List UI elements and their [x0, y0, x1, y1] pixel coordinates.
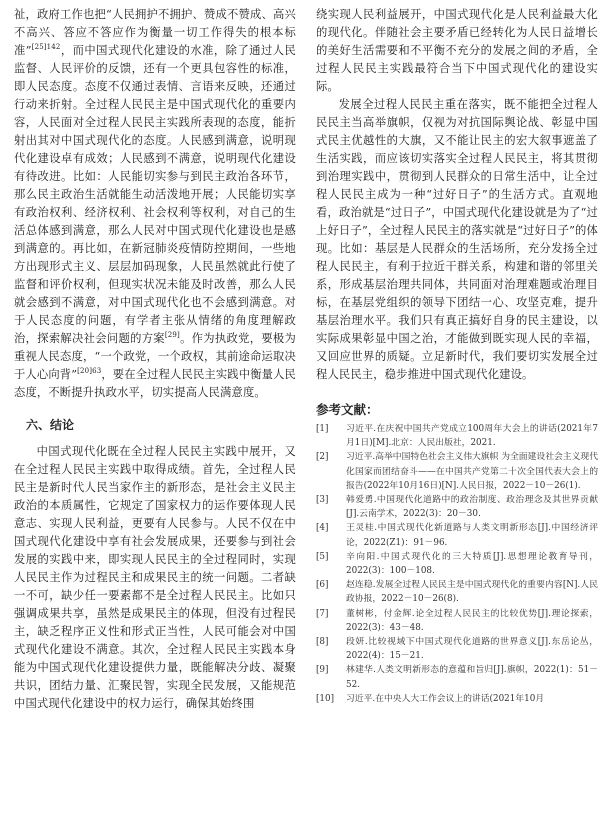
text-run: ，要在全过程人民民主实践中衡量人民态度，不断提升执政水平，切实提高人民满意度。: [14, 368, 296, 399]
citation: [20]63: [77, 367, 102, 376]
reference-number: [6]: [316, 580, 329, 591]
text-run: ，而中国式现代化建设的水准，除了通过人民监督、人民评价的反馈，还有一个更具包容性的标准，即人民态度。态度不仅通过表情、言语来反映，还通过行动来折射。全过程人民民主是中国式现代化的重要内容，人民面对全过程人民民主实践所表现的态度，能折射出其对中国式现代化的态度。人民感到满意，说明现代化建设卓有成效；人民感到不满意，说明现代化建设有待改进。比如：人民能切实参与到民主政治各环节，那么民主政治生活就能生动活泼地开展；人民能切实享有政治权利、经济权利、社会权利等权利，对自己的生活总体感到满意，那么人民对中国式现代化建设也是感到满意的。再比如，在新冠肺炎疫情防控期间，一些地方出现形式主义、层层加码现象，人民虽然就此行使了监督和评价权利，但现实状况未能及时改善，那么人民就会感到不满意，对中国式现代化也不会感到满意。对于人民态度的问题，有学者主张从情绪的角度理解政治，探索解决社会问题的方案: [14, 44, 296, 345]
reference-number: [10]: [316, 693, 335, 704]
reference-number: [7]: [316, 608, 329, 619]
reference-number: [3]: [316, 495, 329, 506]
reference-number: [1]: [316, 424, 329, 434]
reference-item: [316, 521, 598, 549]
reference-number: [2]: [316, 452, 329, 463]
reference-item: [316, 578, 598, 606]
left-column: [14, 6, 296, 713]
text-run: 祉，政府工作也把“人民拥护不拥护、赞成不赞成、高兴不高兴、答应不答应作为衡量一切工作得失的根本标准”: [14, 8, 296, 57]
paragraph-attitude: [14, 6, 296, 402]
reference-text: 习近平.在中央人大工作会议上的讲话(2021年10月: [346, 693, 545, 704]
citation: [25]142: [31, 43, 61, 52]
references-heading: 参考文献：: [316, 402, 379, 417]
reference-list: [316, 422, 598, 706]
paragraph-implementation: 发展全过程人民民主重在落实，既不能把全过程人民民主当高举旗帜，仅视为对抗国际舆论战、彰显中国式民主优越性的大旗，又不能让民主的宏大叙事遮盖了生活实践，而应该切实落实全过程人民民主，将其贯彻到治理实践中，贯彻到人民群众的日常生活中，让全过程人民民主成为一种“过好日子”的生活方式。直观地看，政治就是“过日子”，中国式现代化建设就是为了“过上好日子”，全过程人民民主的落实就是“过好日子”的体现。比如：基层是人民群众的生活场所，充分发扬全过程人民民主，有利于拉近干群关系，构建和谐的邻里关系，形成基层治理共同体，共同面对治理难题或治理目标，在基层党组织的领导下团结一心、攻坚克难，提升基层治理水平。我们只有真正搞好自身的民主建设，以实际成果彰显中国之治，才能做到既实现人民的幸福，又回应世界的质疑。立足新时代，我们要切实发展全过程人民民主，稳步推进中国式现代化建设。: [316, 98, 598, 381]
reference-item: [316, 607, 598, 635]
section-heading-conclusion: 六、结论: [26, 418, 75, 432]
reference-text: 习近平.在庆祝中国共产党成立100周年大会上的讲话(2021年7月1日)[M].北京：人民出版社，2021.: [346, 424, 598, 449]
reference-text: 董树彬，付金辉.论全过程人民民主的比较优势[J].理论探索，2022(3)：43－48.: [346, 608, 598, 633]
reference-number: [4]: [316, 523, 329, 534]
reference-item: [316, 493, 598, 521]
reference-number: [9]: [316, 665, 329, 676]
citation: [29]: [164, 331, 180, 340]
paragraph-conclusion: 中国式现代化既在全过程人民民主实践中展开，又在全过程人民民主实践中取得成绩。首先，全过程人民民主是新时代人民当家作主的新形态，是社会主义民主政治的本质属性，它规定了国家权力的运作要体现人民意志、实现人民利益，更要有人民参与。人民不仅在中国式现代化建设中享有社会发展成果，还要参与到社会发展的实践中来，即实现人民民主的全过程同时，实现人民民主作为过程民主和成果民主的统一问题。二者缺一不可，缺少任一要素都不是全过程人民民主。比如只强调成果共享，虽然是成果民主的体现，但没有过程民主，缺乏程序正义性和形式正当性，人民可能会对中国式现代化建设不满意。其次，全过程人民民主实践本身能为中国式现代化建设提供力量，既能解决分歧、凝聚共识，团结力量、汇聚民智，实现全民发展，又能规范中国式现代化建设中的权力运行，确保其始终围: [14, 445, 296, 710]
reference-text: 习近平.高举中国特色社会主义伟大旗帜 为全面建设社会主义现代化国家而团结奋斗——在中国共产党第二十次全国代表大会上的报告(2022年10月16日)[N].人民日报，2022－10－26(1).: [346, 452, 598, 491]
text-run: 。作为执政党，要极为重视人民态度，“一个政党，一个政权，其前途命运取决于人心向背”: [14, 332, 296, 381]
reference-text: 韩爱勇.中国现代化道路中的政治制度、政治理念及其世界贡献[J].云南学术，2022(3)：20－30.: [346, 495, 598, 520]
reference-number: [8]: [316, 637, 329, 648]
reference-text: 辛向阳.中国式现代化的三大特质[J].思想理论教育导刊，2022(3)：100－108.: [346, 551, 598, 577]
reference-text: 赵连稳.发展全过程人民民主是中国式现代化的重要内容[N].人民政协报，2022－10－26(8).: [346, 580, 598, 605]
reference-item: [316, 450, 598, 493]
reference-item: [316, 635, 598, 663]
paragraph-continuation: 绕实现人民利益展开，中国式现代化是人民利益最大化的现代化。伴随社会主要矛盾已经转化为人民日益增长的美好生活需要和不平衡不充分的发展之间的矛盾，全过程人民民主实践最符合当下中国式现代化的建设实际。: [316, 8, 598, 93]
reference-item: [316, 692, 598, 706]
reference-text: 王灵桂.中国式现代化新道路与人类文明新形态[J].中国经济评论，2022(Z1)：91－96.: [346, 523, 598, 548]
reference-text: 林建华.人类文明新形态的意蕴和旨归[J].旗帜，2022(1)：51－52.: [346, 665, 598, 690]
right-column: [316, 6, 598, 706]
reference-item: [316, 663, 598, 691]
reference-item: [316, 422, 598, 450]
reference-text: 段妍.比较视域下中国式现代化道路的世界意义[J].东岳论丛，2022(4)：15－21.: [346, 637, 598, 662]
reference-item: [316, 550, 598, 578]
reference-number: [5]: [316, 551, 329, 562]
